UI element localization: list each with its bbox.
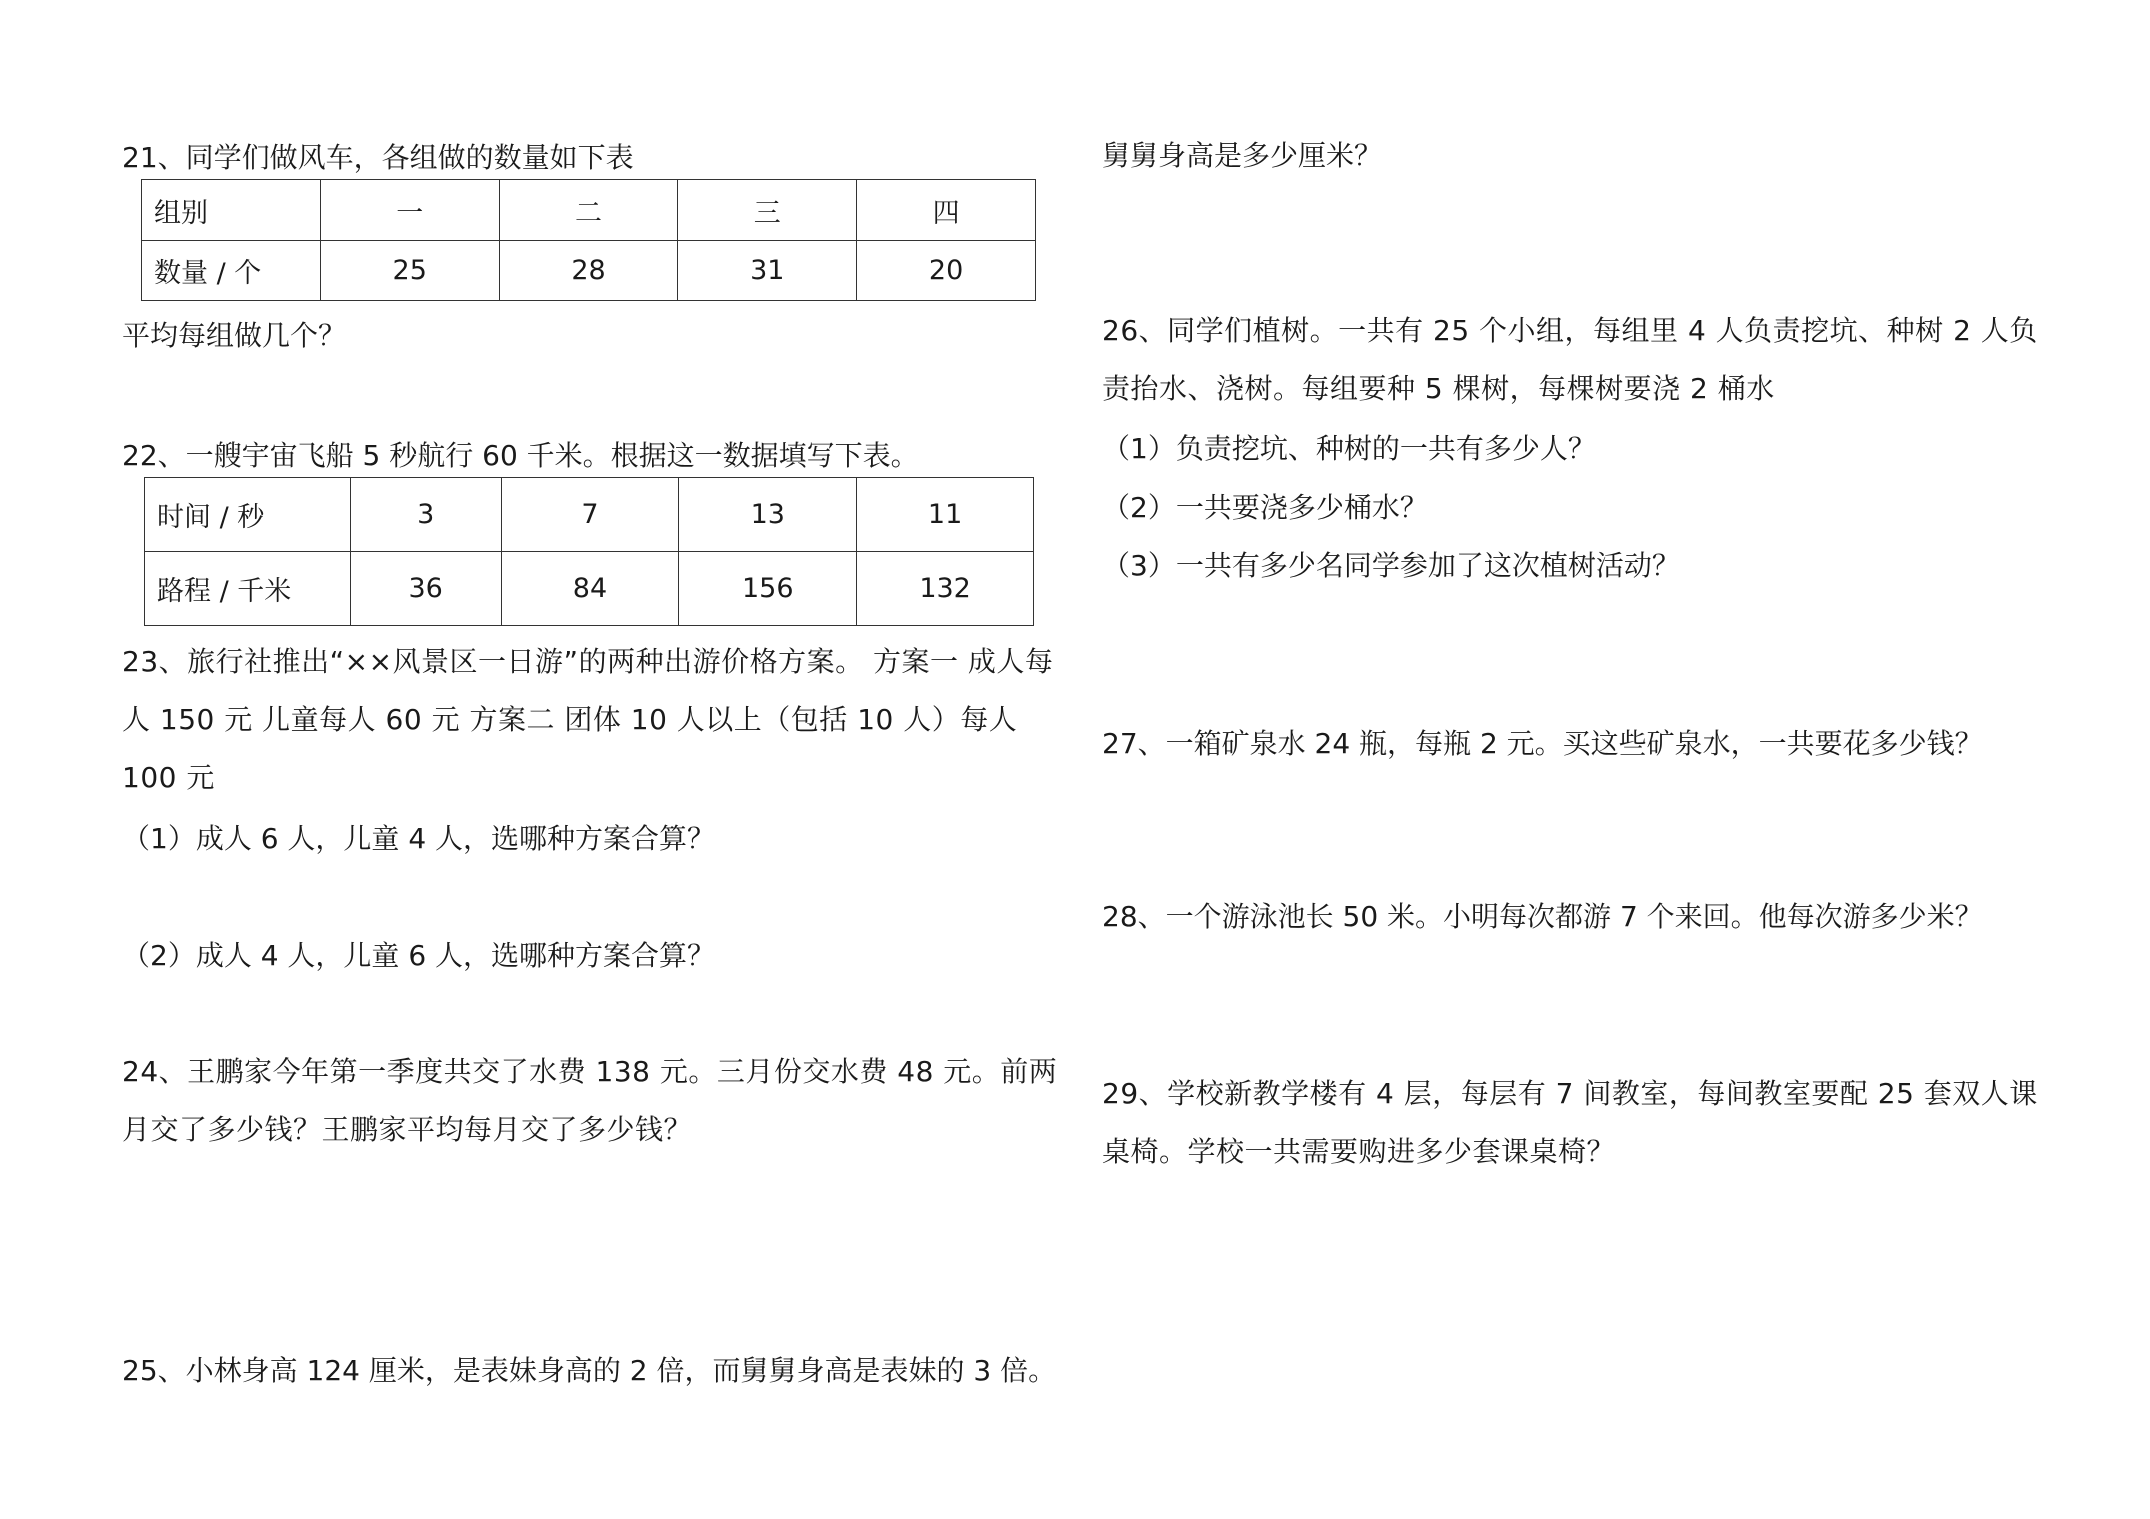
q26-sub2: （2）一共要浇多少桶水？ bbox=[1102, 491, 1428, 524]
table-cell: 四 bbox=[857, 180, 1036, 241]
q25-continued: 舅舅身高是多少厘米？ bbox=[1102, 139, 1383, 172]
q21-question: 平均每组做几个？ bbox=[122, 319, 347, 352]
table-header-cell: 数量 / 个 bbox=[142, 241, 321, 301]
table-cell: 一 bbox=[320, 180, 499, 241]
q26-text: 26、同学们植树。一共有 25 个小组，每组里 4 人负责挖坑、种树 2 人负责抬水、浇树。每组要种 5 棵树，每棵树要浇 2 桶水 bbox=[1102, 314, 2038, 405]
q21-title: 21、同学们做风车，各组做的数量如下表 bbox=[122, 141, 634, 174]
table-cell: 7 bbox=[501, 478, 679, 552]
table-cell: 20 bbox=[857, 241, 1036, 301]
table-header-cell: 时间 / 秒 bbox=[145, 478, 351, 552]
table-cell: 11 bbox=[857, 478, 1034, 552]
table-cell: 25 bbox=[320, 241, 499, 301]
table-cell: 31 bbox=[678, 241, 857, 301]
q26-sub1: （1）负责挖坑、种树的一共有多少人？ bbox=[1102, 432, 1596, 465]
table-row bbox=[142, 180, 1036, 241]
q23-text: 23、旅行社推出“××风景区一日游”的两种出游价格方案。 方案一 成人每人 150 元 儿童每人 60 元 方案二 团体 10 人以上（包括 10 人）每人 100 元 bbox=[122, 645, 1054, 794]
table-row bbox=[145, 552, 1034, 626]
table-cell: 36 bbox=[350, 552, 501, 626]
table-header-cell: 路程 / 千米 bbox=[145, 552, 351, 626]
q29-text: 29、学校新教学楼有 4 层，每层有 7 间教室，每间教室要配 25 套双人课桌椅。学校一共需要购进多少套课桌椅？ bbox=[1102, 1077, 2038, 1168]
q27-text: 27、一箱矿泉水 24 瓶，每瓶 2 元。买这些矿泉水，一共要花多少钱？ bbox=[1102, 727, 1983, 760]
q25-text: 25、小林身高 124 厘米，是表妹身高的 2 倍，而舅舅身高是表妹的 3 倍。 bbox=[122, 1354, 1057, 1387]
q28-text: 28、一个游泳池长 50 米。小明每次都游 7 个来回。他每次游多少米？ bbox=[1102, 900, 1983, 933]
q24-text: 24、王鹏家今年第一季度共交了水费 138 元。三月份交水费 48 元。前两月交了多少钱？王鹏家平均每月交了多少钱？ bbox=[122, 1055, 1058, 1146]
table-cell: 二 bbox=[499, 180, 678, 241]
q23-sub1: （1）成人 6 人，儿童 4 人，选哪种方案合算？ bbox=[122, 822, 716, 855]
q23-sub2: （2）成人 4 人，儿童 6 人，选哪种方案合算？ bbox=[122, 939, 716, 972]
q21-table bbox=[141, 179, 1036, 301]
table-cell: 三 bbox=[678, 180, 857, 241]
table-cell: 156 bbox=[679, 552, 857, 626]
table-row bbox=[142, 241, 1036, 301]
table-cell: 132 bbox=[857, 552, 1034, 626]
table-cell: 3 bbox=[350, 478, 501, 552]
table-header-cell: 组别 bbox=[142, 180, 321, 241]
table-cell: 84 bbox=[501, 552, 679, 626]
table-row bbox=[145, 478, 1034, 552]
table-cell: 13 bbox=[679, 478, 857, 552]
q26-sub3: （3）一共有多少名同学参加了这次植树活动？ bbox=[1102, 549, 1680, 582]
table-cell: 28 bbox=[499, 241, 678, 301]
q22-table bbox=[144, 477, 1034, 626]
q22-title: 22、一艘宇宙飞船 5 秒航行 60 千米。根据这一数据填写下表。 bbox=[122, 439, 919, 472]
